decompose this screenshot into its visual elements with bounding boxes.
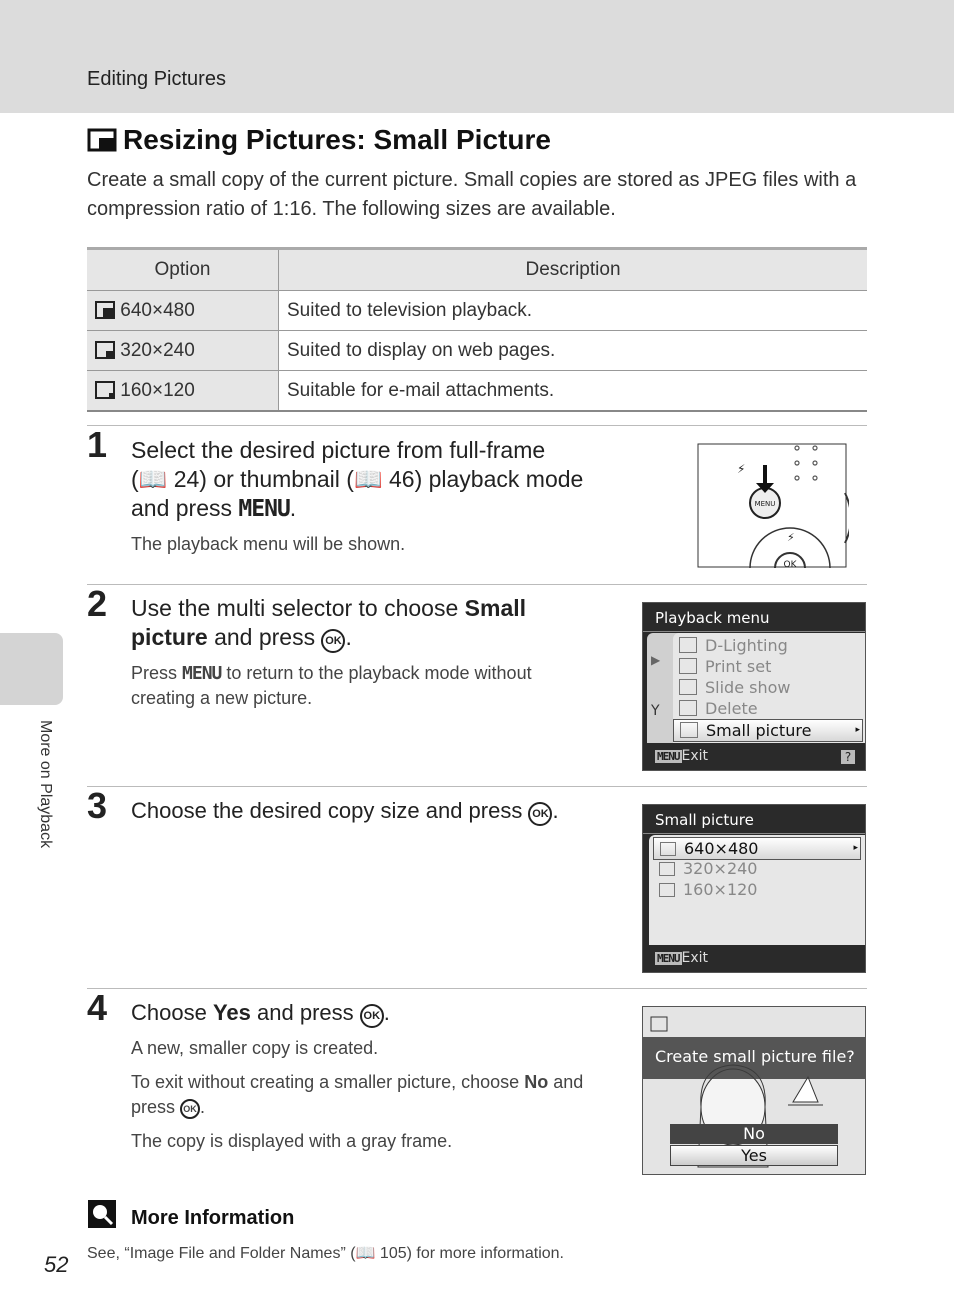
step-divider <box>87 988 867 989</box>
size-320-icon <box>95 341 115 359</box>
step-bold-text: Yes <box>212 1000 251 1025</box>
section-title: Editing Pictures <box>87 68 226 90</box>
step-2-heading: Use the multi selector to choose Small picture and press OK . <box>131 594 581 653</box>
option-label: 640×480 <box>120 299 195 321</box>
step-divider <box>87 425 867 426</box>
step-text: and press <box>257 1000 354 1025</box>
ok-button-icon: OK <box>360 1004 384 1028</box>
table-header-description: Description <box>279 249 868 291</box>
step-bold-text: No <box>524 1072 549 1092</box>
size-640-icon <box>660 842 676 856</box>
size-table <box>87 247 867 412</box>
table-cell-option <box>87 331 279 371</box>
book-icon: 📖 <box>355 1245 376 1262</box>
confirm-screen <box>642 1006 866 1175</box>
step-number: 1 <box>87 424 108 465</box>
step-text: and press <box>214 624 316 650</box>
book-icon: 📖 <box>353 466 383 492</box>
menu-item-label: 640×480 <box>684 839 759 858</box>
playback-menu-screen <box>642 602 866 771</box>
step-4-body-2: To exit without creating a smaller picture, choose No and press OK . <box>131 1072 584 1117</box>
menu-item-label: 320×240 <box>683 859 758 878</box>
side-tab <box>0 633 63 705</box>
chevron-right-icon: ▸ <box>853 843 858 853</box>
size-320-icon <box>659 862 675 876</box>
screen-footer <box>655 950 708 966</box>
menu-item-delete[interactable] <box>673 698 863 719</box>
camera-illustration <box>697 443 849 568</box>
screen-footer <box>655 748 708 764</box>
menu-key-icon: MENU <box>657 750 680 763</box>
step-bold-text: Small picture <box>131 595 527 650</box>
size-option-640[interactable] <box>653 837 861 860</box>
slide-show-icon <box>679 679 697 695</box>
small-picture-screen <box>642 804 866 973</box>
page-title <box>87 124 551 159</box>
chevron-right-icon: ▸ <box>855 725 860 735</box>
ok-button-icon: OK <box>180 1099 200 1119</box>
play-tab-icon: ▶ <box>651 653 661 667</box>
table-row <box>87 371 867 412</box>
print-icon <box>679 658 697 674</box>
size-640-icon <box>95 301 115 319</box>
step-text: Select the desired picture from full-frame <box>131 437 546 463</box>
size-160-icon <box>95 381 115 399</box>
menu-button-label: MENU <box>754 500 776 508</box>
menu-item-label: Small picture <box>706 721 812 740</box>
table-cell-option <box>87 291 279 331</box>
ok-button-icon: OK <box>528 802 552 826</box>
menu-item-slide-show[interactable] <box>673 677 863 698</box>
step-text: ( <box>131 466 139 492</box>
trash-icon <box>679 700 697 716</box>
option-label: 160×120 <box>120 379 195 401</box>
option-label: 320×240 <box>120 339 195 361</box>
step-text: and press <box>131 495 233 521</box>
step-number: 2 <box>87 583 108 624</box>
step-1-heading <box>131 436 651 524</box>
small-picture-icon <box>680 722 698 738</box>
table-row <box>87 291 867 331</box>
screen-title: Small picture <box>655 811 754 829</box>
step-1-body: The playback menu will be shown. <box>131 534 406 554</box>
page-title-text: Resizing Pictures: Small Picture <box>123 124 551 155</box>
more-info-icon <box>87 1199 117 1234</box>
footer-label: Exit <box>681 950 709 966</box>
step-text: Press <box>131 663 178 683</box>
step-text: Use the multi selector to choose <box>131 595 459 621</box>
yes-option[interactable]: Yes <box>670 1145 838 1166</box>
header-band <box>0 0 954 113</box>
menu-item-print-set[interactable] <box>673 656 863 677</box>
svg-text:⚡: ⚡ <box>787 531 795 544</box>
d-lighting-icon <box>679 637 697 653</box>
more-info-text <box>87 1243 564 1263</box>
menu-item-label: D-Lighting <box>705 636 788 655</box>
size-option-160[interactable] <box>653 879 859 900</box>
step-3-heading: Choose the desired copy size and press OK . <box>131 796 559 826</box>
small-picture-icon <box>87 127 117 159</box>
menu-item-small-picture[interactable] <box>673 719 863 742</box>
no-option[interactable]: No <box>670 1124 838 1144</box>
step-text: and press <box>131 1072 584 1117</box>
footer-label: Exit <box>681 748 709 764</box>
menu-key-icon: MENU <box>657 952 680 965</box>
step-4-body-1: A new, smaller copy is created. <box>131 1038 379 1058</box>
step-text: 46) playback mode <box>388 466 584 492</box>
menu-button-glyph: MENU <box>182 663 222 684</box>
table-cell-description: Suited to display on web pages. <box>279 331 868 371</box>
step-text: Choose <box>131 1000 207 1025</box>
ok-button-icon: OK <box>321 629 345 653</box>
table-cell-description: Suitable for e-mail attachments. <box>279 371 868 412</box>
ok-button-label: OK <box>783 560 797 568</box>
info-text: See, “Image File and Folder Names” ( <box>87 1245 356 1262</box>
page-number: 52 <box>44 1252 69 1277</box>
help-icon: ? <box>841 750 855 764</box>
size-option-320[interactable] <box>653 858 859 879</box>
intro-paragraph: Create a small copy of the current picture. Small copies are stored as JPEG files with a compression ratio of 1:16. The following sizes are available. <box>87 169 857 220</box>
menu-item-label: Slide show <box>705 678 791 697</box>
table-cell-option <box>87 371 279 412</box>
menu-item-label: Delete <box>705 699 758 718</box>
step-text: Choose the desired copy size and press <box>131 798 523 823</box>
side-tab-label: More on Playback <box>37 720 54 849</box>
info-text: 105) for more information. <box>379 1245 564 1262</box>
table-header-row <box>87 249 867 291</box>
table-cell-description: Suited to television playback. <box>279 291 868 331</box>
step-4-heading: Choose Yes and press OK . <box>131 998 390 1028</box>
step-text: To exit without creating a smaller picture, choose <box>131 1072 520 1092</box>
book-icon: 📖 <box>138 466 168 492</box>
svg-text:⚡: ⚡ <box>737 462 746 476</box>
step-divider <box>87 786 867 787</box>
confirm-question: Create small picture file? <box>655 1047 855 1066</box>
setup-tab-icon: Y <box>651 703 660 719</box>
menu-item-label: Print set <box>705 657 772 676</box>
menu-item-d-lighting[interactable] <box>673 635 863 656</box>
step-text: to return to the playback mode without creating a new picture. <box>131 663 532 708</box>
step-number: 4 <box>87 987 108 1028</box>
menu-button-glyph: MENU <box>238 496 290 522</box>
step-divider <box>87 584 867 585</box>
menu-item-label: 160×120 <box>683 880 758 899</box>
step-number: 3 <box>87 785 108 826</box>
more-info-heading: More Information <box>131 1207 295 1229</box>
table-header-option: Option <box>87 249 279 291</box>
screen-title: Playback menu <box>655 609 770 627</box>
table-row <box>87 331 867 371</box>
size-160-icon <box>659 883 675 897</box>
step-text: . <box>289 495 297 521</box>
step-text: 24) or thumbnail ( <box>173 466 354 492</box>
step-4-body-3: The copy is displayed with a gray frame. <box>131 1131 453 1151</box>
step-2-body <box>131 661 591 711</box>
